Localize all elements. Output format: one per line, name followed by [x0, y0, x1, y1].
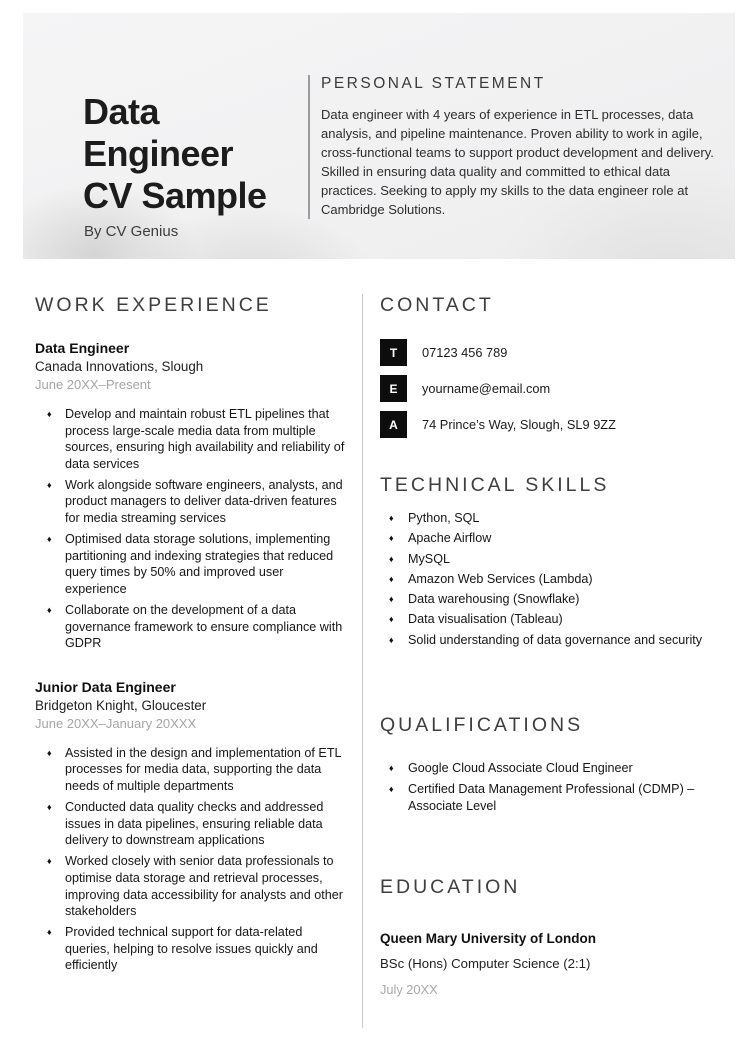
job-title: Data Engineer: [35, 340, 130, 356]
contact-row-phone: [380, 339, 718, 366]
personal-statement-text: Data engineer with 4 years of experience in ETL processes, data analysis, and pipeline maintenance. Proven ability to work in agile, cross-functional teams to support product development and delivery. Skilled in ensuring data quality and committed to ethical data practices. Seeking to apply my skills to the data engineer role at Cambridge Solutions.: [321, 107, 714, 217]
job-title: Junior Data Engineer: [35, 678, 176, 695]
page-title: [83, 91, 267, 217]
list-item: [35, 477, 347, 527]
bullet-text: Provided technical support for data-related queries, helping to resolve issues quickly and efficiently: [65, 925, 318, 973]
email-address: yourname@email.com: [422, 381, 551, 396]
bullet-text: Worked closely with senior data professionals to optimise data storage and retrieval processes, improving data accessibility for analysts and other stakeholders: [65, 854, 343, 919]
bullet-text: Conducted data quality checks and addressed issues in data pipelines, ensuring reliable data delivery to downstream applications: [65, 800, 324, 848]
list-item: [380, 630, 718, 650]
list-item: [35, 406, 347, 472]
postal-address: 74 Prince’s Way, Slough, SL9 9ZZ: [422, 417, 616, 432]
bullet-text: Develop and maintain robust ETL pipelines that process large-scale media data from multiple sources, ensuring high availability and reliability of data services: [65, 407, 345, 471]
contact-row-address: [380, 411, 718, 438]
page-title-line-2: Engineer: [83, 133, 234, 174]
right-column: [380, 294, 718, 998]
qualifications-heading: QUALIFICATIONS: [380, 714, 584, 737]
diamond-bullet-icon: ♦: [389, 763, 394, 774]
contact-heading: CONTACT: [380, 294, 494, 316]
job-dates: June 20XX–January 20XXX: [35, 715, 197, 731]
byline: By CV Genius: [84, 223, 179, 240]
diamond-bullet-icon: ♦: [389, 573, 394, 584]
work-experience-heading: WORK EXPERIENCE: [35, 294, 272, 316]
list-item: [35, 745, 347, 795]
bullet-text: Work alongside software engineers, analysts, and product managers to deliver data-driven features for media streaming services: [65, 477, 343, 526]
job-bullet-list: [35, 745, 347, 974]
phone-icon: T: [380, 339, 407, 366]
list-item: [380, 549, 718, 569]
diamond-bullet-icon: ♦: [47, 409, 52, 419]
diamond-bullet-icon: ♦: [389, 513, 394, 523]
diamond-bullet-icon: ♦: [47, 605, 52, 616]
diamond-bullet-icon: ♦: [389, 634, 394, 645]
skill-text: Solid understanding of data governance and security: [408, 632, 703, 647]
diamond-bullet-icon: ♦: [47, 927, 52, 938]
job-entry-data-engineer: [35, 339, 347, 652]
education-heading: EDUCATION: [380, 876, 521, 899]
bullet-text: Optimised data storage solutions, implementing partitioning and indexing strategies that reduced query times by 50% and improved user experience: [65, 532, 334, 596]
diamond-bullet-icon: ♦: [47, 534, 52, 545]
personal-statement-heading: PERSONAL STATEMENT: [321, 75, 546, 92]
diamond-bullet-icon: ♦: [389, 533, 394, 544]
job-bullet-list: [35, 406, 347, 652]
page-title-line-3: CV Sample: [83, 175, 267, 216]
list-item: [380, 760, 718, 777]
list-item: [35, 531, 347, 597]
technical-skills-heading: TECHNICAL SKILLS: [380, 474, 610, 496]
address-icon: A: [380, 411, 407, 438]
list-item: [35, 853, 347, 919]
contact-list: [380, 339, 718, 438]
list-item: [380, 508, 718, 528]
qualification-text: Certified Data Management Professional (CDMP) – Associate Level: [408, 781, 695, 813]
page-title-line-1: Data: [83, 91, 160, 132]
list-item: [380, 781, 718, 815]
qualifications-list: [380, 760, 718, 814]
job-entry-junior-data-engineer: [35, 678, 347, 974]
skill-text: Data visualisation (Tableau): [408, 612, 563, 627]
education-degree: BSc (Hons) Computer Science (2:1): [380, 956, 591, 972]
job-company: Bridgeton Knight, Gloucester: [35, 697, 207, 713]
column-divider: [362, 294, 363, 1028]
skill-text: Apache Airflow: [408, 531, 492, 546]
diamond-bullet-icon: ♦: [389, 614, 394, 625]
job-dates: June 20XX–Present: [35, 377, 151, 392]
diamond-bullet-icon: ♦: [389, 594, 394, 605]
qualification-text: Google Cloud Associate Cloud Engineer: [408, 761, 633, 776]
diamond-bullet-icon: ♦: [47, 856, 52, 867]
bullet-text: Collaborate on the development of a data governance framework to ensure compliance with GDPR: [65, 603, 343, 651]
phone-number: 07123 456 789: [422, 345, 508, 360]
email-icon: E: [380, 375, 407, 402]
cv-header-banner: [23, 13, 735, 259]
contact-row-email: [380, 375, 718, 402]
diamond-bullet-icon: ♦: [47, 747, 52, 758]
personal-statement-section: [308, 75, 720, 219]
list-item: [35, 602, 347, 652]
skill-text: MySQL: [408, 551, 450, 566]
list-item: [380, 609, 718, 629]
job-company: Canada Innovations, Slough: [35, 359, 204, 374]
list-item: [380, 528, 718, 548]
list-item: [35, 924, 347, 974]
diamond-bullet-icon: ♦: [47, 479, 52, 490]
list-item: [380, 589, 718, 609]
list-item: [380, 569, 718, 589]
education-school: Queen Mary University of London: [380, 931, 597, 947]
skill-text: Python, SQL: [408, 511, 480, 525]
skill-text: Data warehousing (Snowflake): [408, 592, 580, 607]
skill-text: Amazon Web Services (Lambda): [408, 571, 593, 586]
education-date: July 20XX: [380, 982, 438, 998]
bullet-text: Assisted in the design and implementation of ETL processes for media data, supporting the data needs of multiple departments: [65, 745, 342, 793]
diamond-bullet-icon: ♦: [389, 553, 394, 564]
list-item: [35, 799, 347, 849]
work-experience-section: [35, 294, 347, 979]
diamond-bullet-icon: ♦: [47, 802, 52, 813]
diamond-bullet-icon: ♦: [389, 783, 394, 794]
technical-skills-list: [380, 508, 718, 650]
